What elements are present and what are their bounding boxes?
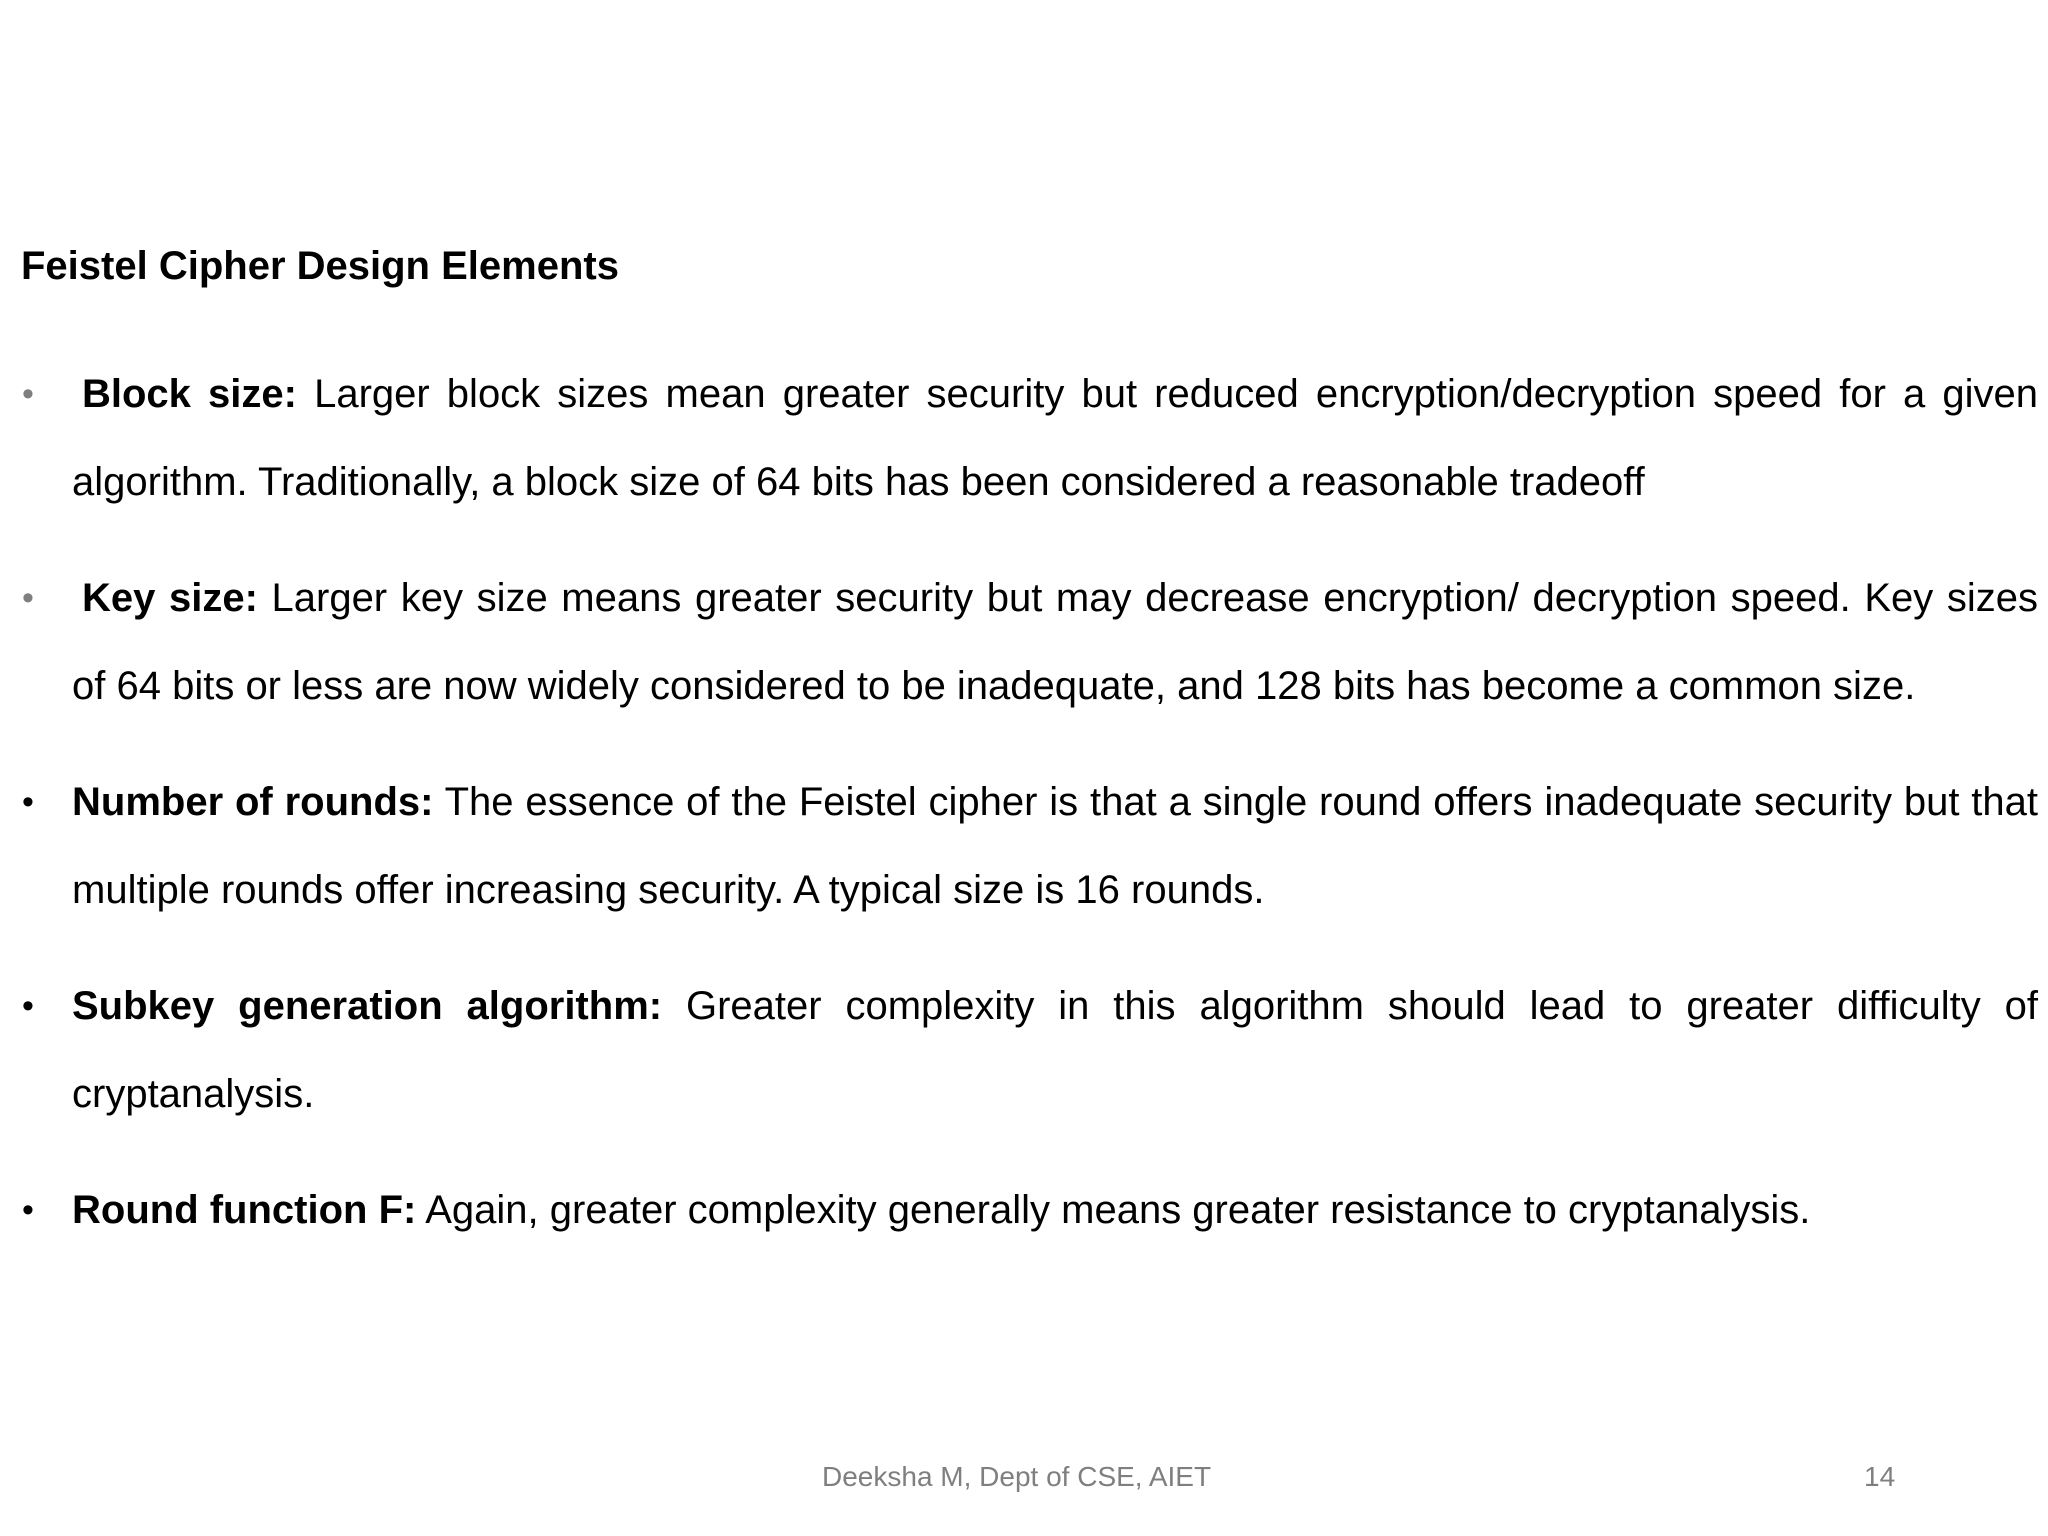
list-item-round-function (0, 1166, 2038, 1254)
bullet-icon: • (22, 1191, 34, 1229)
bullet-text: Greater complexity in this algorithm should lead to greater difficulty of cryptanalysis. (72, 984, 2038, 1116)
slide-title: Feistel Cipher Design Elements (21, 244, 619, 288)
bullet-text: The essence of the Feistel cipher is that a single round offers inadequate security but that multiple rounds offer increasing security. A typical size is 16 rounds. (72, 780, 2039, 912)
list-item-block-size (0, 350, 2038, 526)
bullet-icon: • (22, 783, 34, 821)
bullet-list (0, 350, 2038, 1282)
bullet-term: Key size: (82, 576, 258, 620)
bullet-term: Round function F: (72, 1188, 417, 1232)
list-item-key-size (0, 554, 2038, 730)
bullet-icon: • (22, 987, 34, 1025)
bullet-text: Again, greater complexity generally means greater resistance to cryptanalysis. (416, 1188, 1811, 1232)
bullet-text: Larger key size means greater security but may decrease encryption/ decryption speed. Key sizes of 64 bits or less are now widely considered to be inadequate, and 128 bits has become a common size. (72, 576, 2038, 708)
list-item-subkey-generation (0, 962, 2038, 1138)
list-item-number-of-rounds (0, 758, 2038, 934)
bullet-icon: • (22, 579, 34, 617)
page-number: 14 (1864, 1461, 1896, 1492)
bullet-text: Larger block sizes mean greater security but reduced encryption/decryption speed for a given algorithm. Traditionally, a block size of 64 bits has been considered a reasonable tradeoff (72, 372, 2039, 504)
bullet-icon: • (22, 375, 34, 413)
bullet-term: Block size: (82, 372, 297, 416)
footer-author: Deeksha M, Dept of CSE, AIET (822, 1461, 1212, 1492)
bullet-term: Number of rounds: (72, 780, 434, 824)
bullet-term: Subkey generation algorithm: (72, 984, 663, 1028)
